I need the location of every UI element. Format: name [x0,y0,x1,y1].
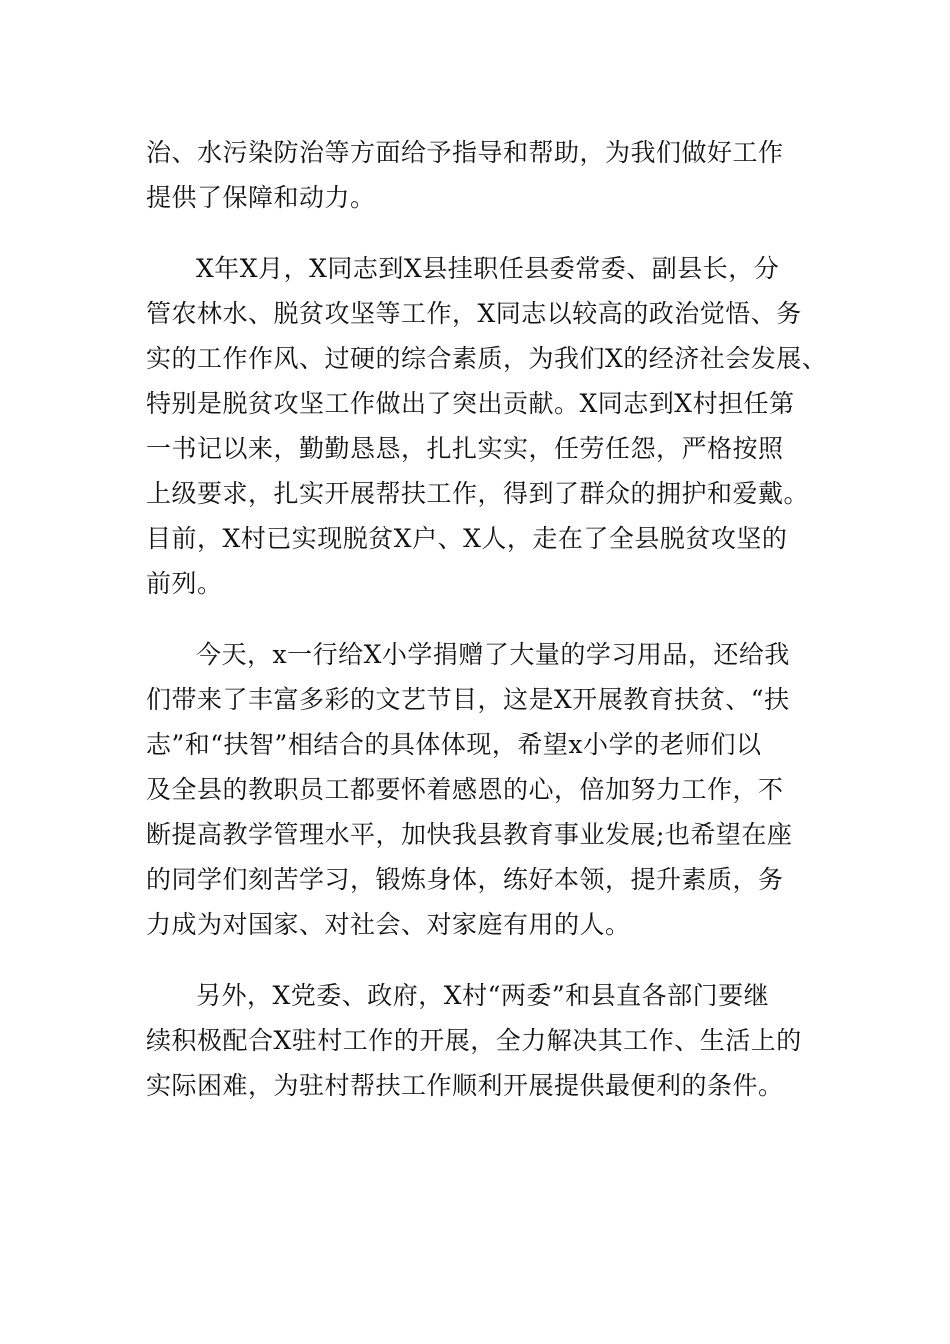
paragraph-line: 前列。 [146,569,223,598]
paragraph-line: 实际困难，为驻村帮扶工作顺利开展提供最便利的条件。 [146,1071,784,1100]
paragraph-line: 一书记以来，勤勤恳恳，扎扎实实，任劳任怨，严格按照 [146,434,784,463]
paragraph-line: 今天，x一行给X小学捐赠了大量的学习用品，还给我 [196,640,790,669]
paragraph-line: 实的工作作风、过硬的综合素质，为我们X的经济社会发展、 [146,344,828,373]
paragraph-line: 力成为对国家、对社会、对家庭有用的人。 [146,910,631,939]
paragraph-line: 断提高教学管理水平，加快我县教育事业发展;也希望在座 [146,820,793,849]
paragraph-4 [146,973,846,1108]
paragraph-line: 目前，X村已实现脱贫X户、X人，走在了全县脱贫攻坚的 [146,524,788,553]
paragraph-line: 的同学们刻苦学习，锻炼身体，练好本领，提升素质，务 [146,865,784,894]
paragraph-line: 上级要求，扎实开展帮扶工作，得到了群众的拥护和爱戴。 [146,479,810,508]
document-body [146,130,846,1108]
paragraph-line: 管农林水、脱贫攻坚等工作，X同志以较高的政治觉悟、务 [146,299,802,328]
paragraph-line: 们带来了丰富多彩的文艺节目，这是X开展教育扶贫、“扶 [146,685,790,714]
paragraph-line: 续积极配合X驻村工作的开展，全力解决其工作、生活上的 [146,1026,802,1055]
paragraph-line: 及全县的教职员工都要怀着感恩的心，倍加努力工作，不 [146,775,784,804]
paragraph-line: 志”和“扶智”相结合的具体体现，希望x小学的老师们以 [146,730,762,759]
paragraph-1 [146,130,846,220]
paragraph-line: 提供了保障和动力。 [146,183,376,212]
paragraph-2 [146,246,846,606]
paragraph-3 [146,632,846,947]
paragraph-line: X年X月，X同志到X县挂职任县委常委、副县长，分 [196,254,780,283]
paragraph-line: 治、水污染防治等方面给予指导和帮助，为我们做好工作 [146,138,784,167]
paragraph-line: 另外，X党委、政府，X村“两委”和县直各部门要继 [196,981,770,1010]
paragraph-line: 特别是脱贫攻坚工作做出了突出贡献。X同志到X村担任第 [146,389,795,418]
